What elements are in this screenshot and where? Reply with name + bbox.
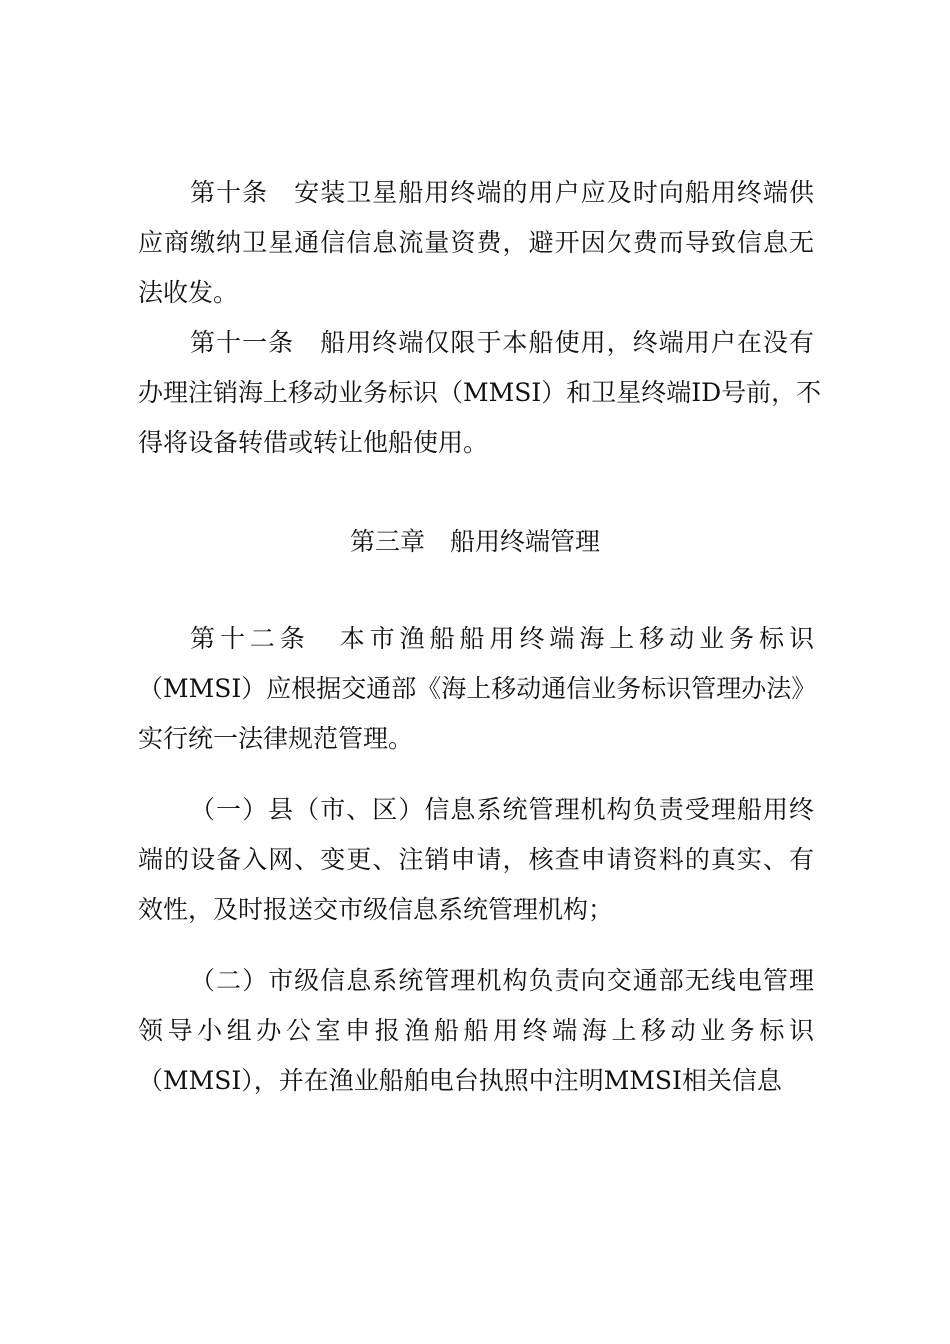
paragraph-line: 第十条 安装卫星船用终端的用户应及时向船用终端供 (190, 178, 814, 207)
paragraph-line: 效性，及时报送交市级信息系统管理机构； (138, 895, 614, 924)
paragraph-line: 得将设备转借或转让他船使用。 (138, 428, 489, 457)
paragraph-line: （MMSI）应根据交通部《海上移动通信业务标识管理办法》 (138, 674, 817, 703)
chapter-heading: 第三章 船用终端管理 (349, 527, 600, 556)
paragraph-line: 实行统一法律规范管理。 (138, 724, 414, 753)
paragraph-line: （二）市级信息系统管理机构负责向交通部无线电管理 (190, 966, 814, 995)
paragraph-line: 领导小组办公室申报渔船船用终端海上移动业务标识 (138, 1016, 814, 1045)
paragraph-line: 法收发。 (138, 278, 239, 307)
paragraph-line: 应商缴纳卫星通信信息流量资费，避开因欠费而导致信息无 (138, 228, 814, 257)
paragraph-line: 办理注销海上移动业务标识（MMSI）和卫星终端ID号前，不 (138, 378, 822, 407)
paragraph-line: 第十一条 船用终端仅限于本船使用，终端用户在没有 (190, 328, 814, 357)
paragraph-line: 端的设备入网、变更、注销申请，核查申请资料的真实、有 (138, 845, 814, 874)
paragraph-line: （MMSI），并在渔业船舶电台执照中注明MMSI相关信息 (138, 1066, 782, 1095)
paragraph-line: （一）县（市、区）信息系统管理机构负责受理船用终 (190, 795, 814, 824)
paragraph-line: 第十二条 本市渔船船用终端海上移动业务标识 (190, 624, 814, 653)
